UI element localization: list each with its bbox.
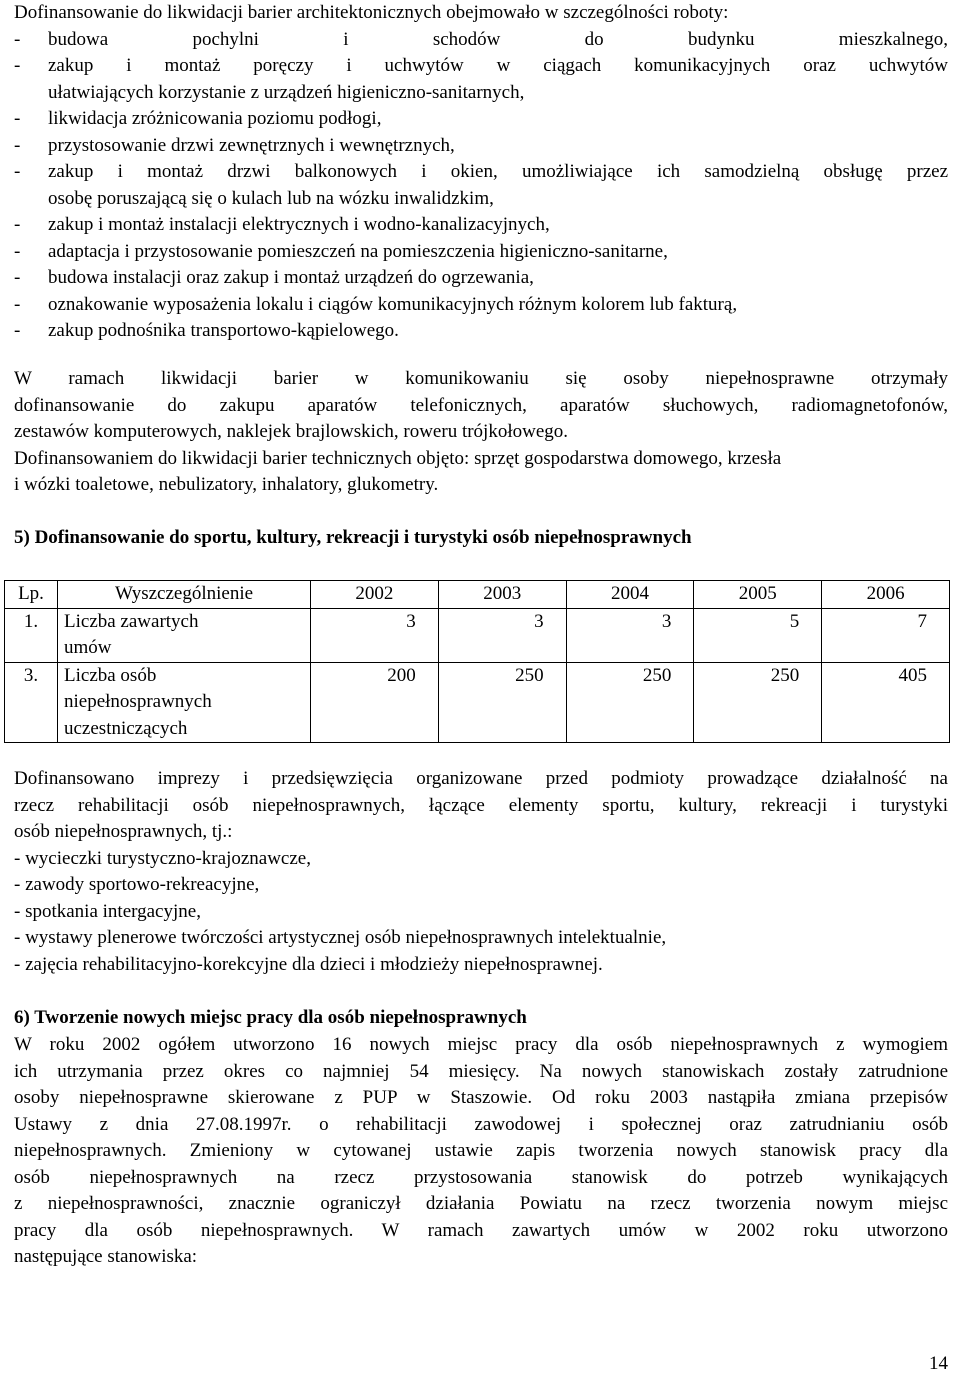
paragraph-line: ich utrzymania przez okres co najmniej 54 miesięcy. Na nowych stanowiskach zostały zatrudnione	[14, 1060, 948, 1082]
table-cell: 200	[311, 662, 439, 743]
column-header: 2003	[438, 581, 566, 609]
column-header: 2002	[311, 581, 439, 609]
paragraph-line: Dofinansowano imprezy i przedsięwzięcia organizowane przed podmioty prowadzące działalność na	[14, 768, 948, 789]
list-item: - zakup podnośnika transportowo-kąpielowego.	[14, 320, 399, 341]
column-header: Lp.	[5, 581, 58, 609]
table-cell: 3	[566, 608, 694, 662]
paragraph-line: dofinansowanie do zakupu aparatów telefonicznych, aparatów słuchowych, radiomagnetofonów,	[14, 394, 948, 416]
row-number: 3.	[5, 662, 58, 743]
row-number: 1.	[5, 608, 58, 662]
list-item: - budowa instalacji oraz zakup i montaż urządzeń do ogrzewania,	[14, 267, 534, 288]
table-cell: 3	[438, 608, 566, 662]
table-row	[5, 662, 950, 743]
paragraph-line: i wózki toaletowe, nebulizatory, inhalatory, glukometry.	[14, 474, 439, 495]
list-item: - przystosowanie drzwi zewnętrznych i wewnętrznych,	[14, 134, 455, 156]
section-6-heading: 6) Tworzenie nowych miejsc pracy dla osób niepełnosprawnych	[14, 1007, 527, 1028]
table-header-row	[5, 581, 950, 609]
list-item: - wystawy plenerowe twórczości artystycznej osób niepełnosprawnych intelektualnie,	[14, 927, 667, 948]
events-paragraph	[14, 766, 948, 978]
row-description: Liczba osób niepełnosprawnych uczestniczących	[58, 662, 311, 743]
table-cell: 250	[438, 662, 566, 743]
list-item: - oznakowanie wyposażenia lokalu i ciągów komunikacyjnych różnym kolorem lub fakturą,	[14, 293, 738, 315]
paragraph-line: pracy dla osób niepełnosprawnych. W ramach zawartych umów w 2002 roku utworzono	[14, 1219, 948, 1241]
paragraph-line: następujące stanowiska:	[14, 1246, 198, 1267]
column-header: 2006	[822, 581, 950, 609]
list-item-continuation: ułatwiających korzystanie z urządzeń higieniczno-sanitarnych,	[48, 81, 525, 103]
list-item: - zajęcia rehabilitacyjno-korekcyjne dla dzieci i młodzieży niepełnosprawnej.	[14, 953, 603, 975]
paragraph-line: Ustawy z dnia 27.08.1997r. o rehabilitacji zawodowej i społecznej oraz zatrudnianiu osób	[14, 1113, 948, 1135]
list-item: - spotkania intergacyjne,	[14, 900, 201, 922]
row-description: Liczba zawartych umów	[58, 608, 311, 662]
paragraph-line: W ramach likwidacji barier w komunikowaniu się osoby niepełnosprawne otrzymały	[14, 368, 948, 389]
paragraph-line: W roku 2002 ogółem utworzono 16 nowych miejsc pracy dla osób niepełnosprawnych z wymogiem	[14, 1034, 948, 1055]
list-item: - zakup i montaż drzwi balkonowych i okien, umożliwiające ich samodzielną obsługę przez	[14, 161, 948, 182]
list-item-continuation: osobę poruszającą się o kulach lub na wózku inwalidzkim,	[48, 187, 494, 209]
table-cell: 3	[311, 608, 439, 662]
column-header: Wyszczególnienie	[58, 581, 311, 609]
column-header: 2004	[566, 581, 694, 609]
jobs-paragraph	[14, 1032, 948, 1271]
column-header: 2005	[694, 581, 822, 609]
intro-lead: Dofinansowanie do likwidacji barier architektonicznych obejmowało w szczególności roboty:	[14, 2, 729, 23]
page-number: 14	[929, 1353, 948, 1374]
table-cell: 250	[694, 662, 822, 743]
list-item: - likwidacja zróżnicowania poziomu podłogi,	[14, 108, 382, 129]
table-cell: 250	[566, 662, 694, 743]
paragraph-line: osób niepełnosprawnych, tj.:	[14, 821, 233, 842]
table-cell: 405	[822, 662, 950, 743]
paragraph-line: z niepełnosprawności, znacznie ograniczył działania Powiatu na rzecz tworzenia nowym miejsc	[14, 1193, 948, 1214]
paragraph-line: osób niepełnosprawnych na rzecz przystosowania stanowisk do potrzeb wynikających	[14, 1166, 948, 1188]
paragraph-line: osoby niepełnosprawne skierowane z PUP w Staszowie. Od roku 2003 nastąpiła zmiana przepisów	[14, 1087, 948, 1108]
list-item: - adaptacja i przystosowanie pomieszczeń na pomieszczenia higieniczno-sanitarne,	[14, 240, 668, 262]
table-row	[5, 608, 950, 662]
paragraph-line: Dofinansowaniem do likwidacji barier technicznych objęto: sprzęt gospodarstwa domowego, krzesła	[14, 447, 782, 469]
section-5-heading: 5) Dofinansowanie do sportu, kultury, rekreacji i turystyki osób niepełnosprawnych	[14, 527, 692, 548]
paragraph-line: rzecz rehabilitacji osób niepełnosprawnych, łączące elementy sportu, kultury, rekreacji i turystyki	[14, 794, 948, 816]
list-item: - budowa pochylni i schodów do budynku mieszkalnego,	[14, 28, 948, 50]
table-cell: 5	[694, 608, 822, 662]
list-item: - zawody sportowo-rekreacyjne,	[14, 874, 260, 895]
paragraph-line: zestawów komputerowych, naklejek brajlowskich, roweru trójkołowego.	[14, 421, 569, 442]
list-item: - zakup i montaż poręczy i uchwytów w ciągach komunikacyjnych oraz uchwytów	[14, 55, 948, 76]
communication-barriers-paragraph	[14, 366, 948, 499]
participation-table	[4, 580, 950, 743]
table-cell: 7	[822, 608, 950, 662]
architectural-barriers-section	[14, 0, 948, 345]
paragraph-line: niepełnosprawnych. Zmieniony w cytowanej ustawie zapis tworzenia nowych stanowisk pracy dla	[14, 1140, 948, 1161]
list-item: - zakup i montaż instalacji elektrycznych i wodno-kanalizacyjnych,	[14, 214, 550, 235]
list-item: - wycieczki turystyczno-krajoznawcze,	[14, 847, 311, 869]
